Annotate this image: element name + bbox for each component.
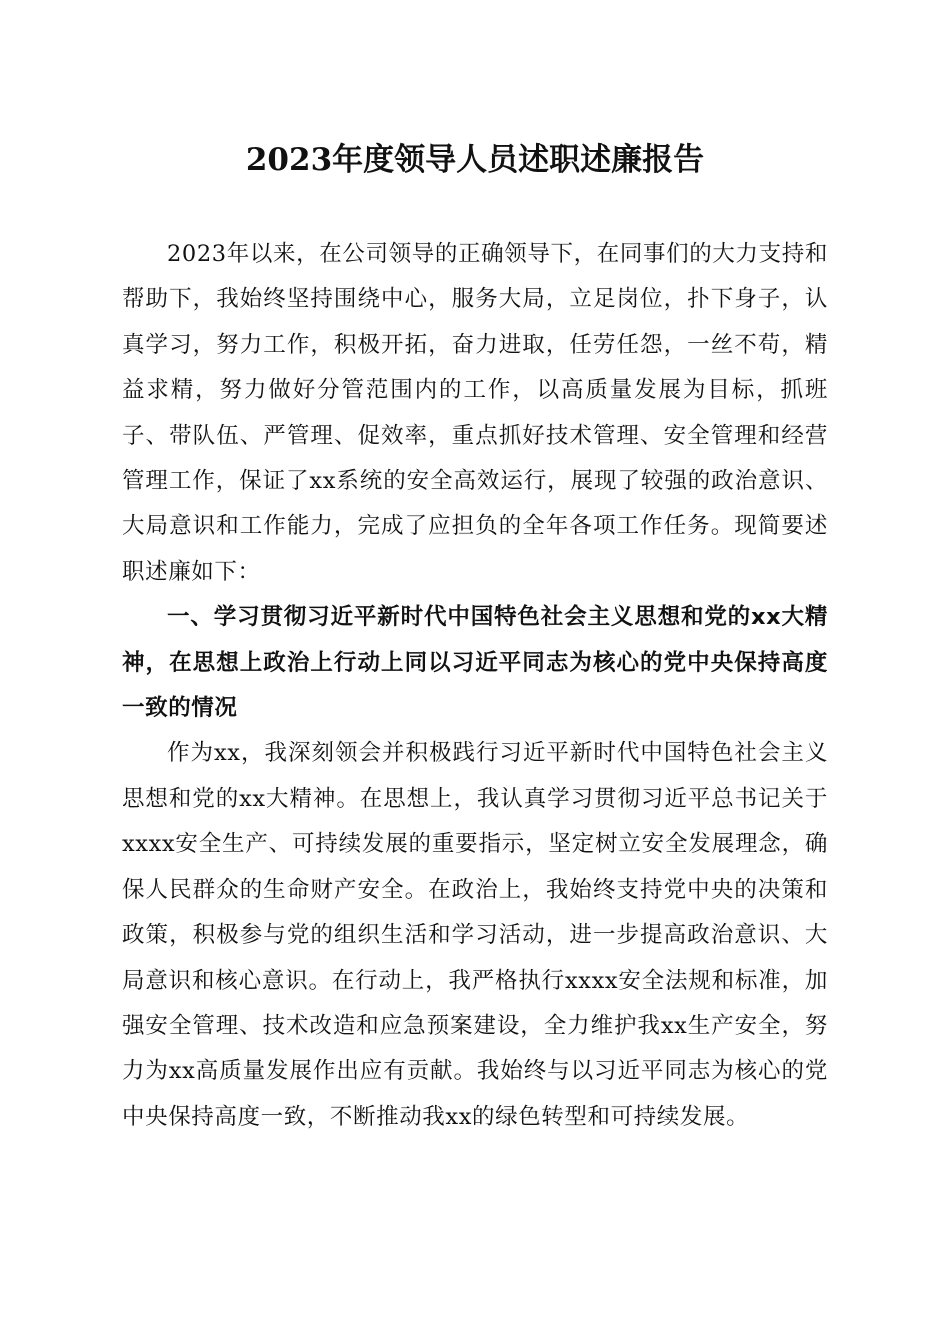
document-body (122, 232, 828, 1140)
document-title: 2023年度领导人员述职述廉报告 (245, 142, 705, 178)
intro-paragraph: 2023年以来，在公司领导的正确领导下，在同事们的大力支持和帮助下，我始终坚持围绕中心，服务大局，立足岗位，扑下身子，认真学习，努力工作，积极开拓，奋力进取，任劳任怨，一丝不苟，精益求精，努力做好分管范围内的工作，以高质量发展为目标，抓班子、带队伍、严管理、促效率，重点抓好技术管理、安全管理和经营管理工作，保证了xx系统的安全高效运行，展现了较强的政治意识、大局意识和工作能力，完成了应担负的全年各项工作任务。现简要述职述廉如下： (122, 241, 828, 585)
section-1-heading: 一、学习贯彻习近平新时代中国特色社会主义思想和党的xx大精神，在思想上政治上行动上同以习近平同志为核心的党中央保持高度一致的情况 (122, 604, 828, 722)
section-1-paragraph: 作为xx，我深刻领会并积极践行习近平新时代中国特色社会主义思想和党的xx大精神。在思想上，我认真学习贯彻习近平总书记关于xxxx安全生产、可持续发展的重要指示，坚定树立安全发展理念，确保人民群众的生命财产安全。在政治上，我始终支持党中央的决策和政策，积极参与党的组织生活和学习活动，进一步提高政治意识、大局意识和核心意识。在行动上，我严格执行xxxx安全法规和标准，加强安全管理、技术改造和应急预案建设，全力维护我xx生产安全，努力为xx高质量发展作出应有贡献。我始终与以习近平同志为核心的党中央保持高度一致，不断推动我xx的绿色转型和可持续发展。 (122, 740, 828, 1130)
